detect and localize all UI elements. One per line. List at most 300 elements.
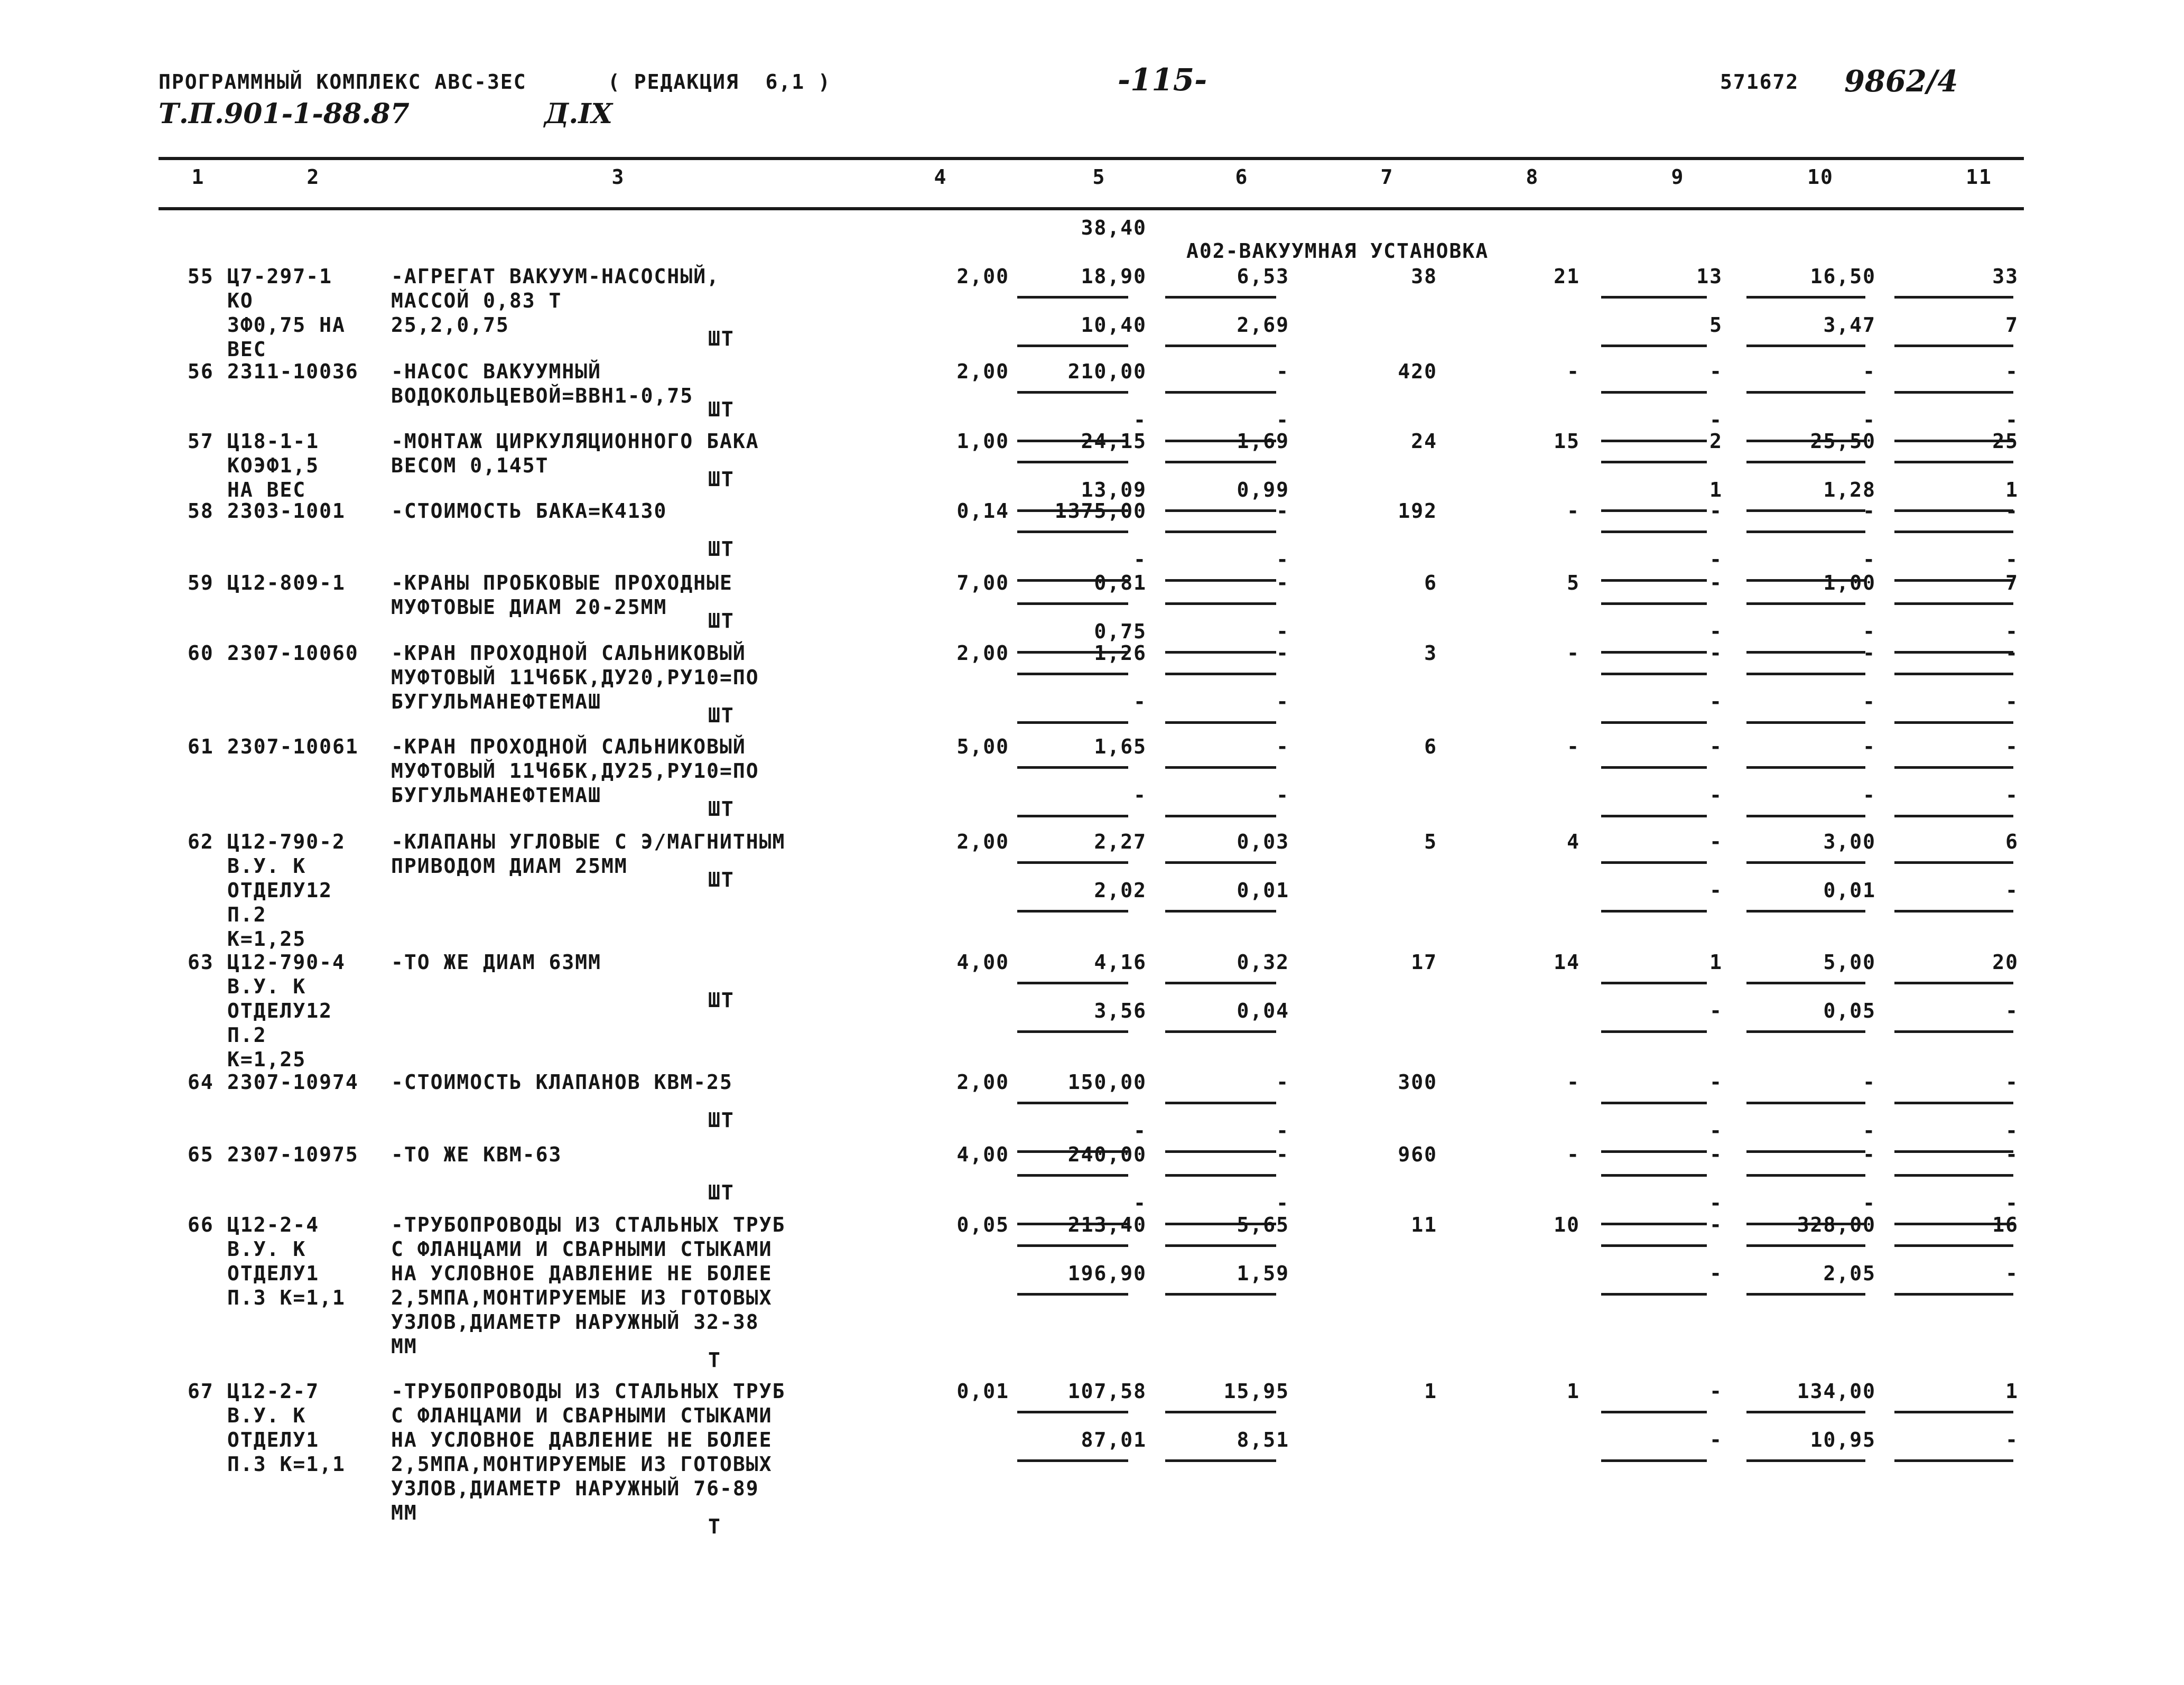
value-c7: 960 <box>1398 1143 1437 1166</box>
norm-code-line: НА ВЕС <box>227 478 306 501</box>
column-header-9: 9 <box>1671 165 1685 189</box>
description-line: 2,5МПА,МОНТИРУЕМЫЕ ИЗ ГОТОВЫХ <box>391 1286 773 1309</box>
value-rule <box>1017 1102 1128 1104</box>
value-c8: - <box>1567 1143 1580 1166</box>
value-c10a: 1,00 <box>1823 571 1876 594</box>
unit-label: ШТ <box>708 704 735 727</box>
norm-code-line: 3Ф0,75 НА <box>227 313 346 337</box>
value-c8: - <box>1567 360 1580 383</box>
norm-code-line: 2303-1001 <box>227 499 346 523</box>
norm-code-line: К=1,25 <box>227 1048 306 1071</box>
value-c5b: - <box>1133 1119 1147 1142</box>
value-c5b: - <box>1133 690 1147 713</box>
value-c8: - <box>1567 735 1580 758</box>
value-c9a: - <box>1709 1070 1723 1094</box>
value-c6a: - <box>1276 735 1289 758</box>
value-c6a: 15,95 <box>1223 1380 1289 1403</box>
value-rule <box>1746 815 1865 817</box>
value-c8: - <box>1567 641 1580 665</box>
edition-label: ( РЕДАКЦИЯ 6,1 ) <box>608 70 831 94</box>
description-line: -КРАНЫ ПРОБКОВЫЕ ПРОХОДНЫЕ <box>391 571 733 594</box>
value-c9a: 13 <box>1696 265 1723 288</box>
value-rule <box>1894 1102 2013 1104</box>
norm-code-line: П.3 К=1,1 <box>227 1453 346 1476</box>
value-c9a: - <box>1709 641 1723 665</box>
row-number: 63 <box>188 951 214 974</box>
description-line: НА УСЛОВНОЕ ДАВЛЕНИЕ НЕ БОЛЕЕ <box>391 1428 773 1451</box>
value-qty: 2,00 <box>956 830 1009 853</box>
row-number: 58 <box>188 499 214 523</box>
value-rule <box>1017 861 1128 864</box>
norm-code-line: КО <box>227 289 254 312</box>
norm-code-line: К=1,25 <box>227 927 306 951</box>
value-qty: 4,00 <box>956 951 1009 974</box>
value-c9a: - <box>1709 360 1723 383</box>
description-line: УЗЛОВ,ДИАМЕТР НАРУЖНЫЙ 32-38 <box>391 1310 759 1334</box>
value-c6a: - <box>1276 571 1289 594</box>
description-line: 2,5МПА,МОНТИРУЕМЫЕ ИЗ ГОТОВЫХ <box>391 1453 773 1476</box>
value-rule <box>1601 673 1707 675</box>
project-reference: Т.П.901-1-88.87 <box>159 98 410 130</box>
value-c5a: 2,27 <box>1094 830 1147 853</box>
value-c5a: 1375,00 <box>1054 499 1147 523</box>
value-c9a: - <box>1709 499 1723 523</box>
value-rule <box>1165 861 1276 864</box>
value-c9b: - <box>1709 784 1723 807</box>
value-rule <box>1601 1102 1707 1104</box>
value-c11b: - <box>2005 408 2019 432</box>
value-c7: 24 <box>1411 430 1437 453</box>
value-c8: 10 <box>1554 1213 1580 1236</box>
value-c5b: - <box>1133 548 1147 571</box>
value-c10a: - <box>1863 641 1876 665</box>
value-c10a: 16,50 <box>1810 265 1876 288</box>
value-c8: 21 <box>1554 265 1580 288</box>
value-rule <box>1601 1293 1707 1296</box>
value-c9b: - <box>1709 1119 1723 1142</box>
value-rule <box>1165 1293 1276 1296</box>
value-c10a: - <box>1863 360 1876 383</box>
value-rule <box>1601 1244 1707 1247</box>
value-c8: 15 <box>1554 430 1580 453</box>
value-rule <box>1017 1293 1128 1296</box>
value-rule <box>1017 345 1128 347</box>
value-c10b: 3,47 <box>1823 313 1876 337</box>
value-c6b: - <box>1276 1119 1289 1142</box>
value-c9a: - <box>1709 735 1723 758</box>
value-c6b: 2,69 <box>1237 313 1289 337</box>
value-c6b: 0,99 <box>1237 478 1289 501</box>
value-c6a: - <box>1276 499 1289 523</box>
value-rule <box>1894 910 2013 913</box>
value-rule <box>1894 861 2013 864</box>
value-rule <box>1165 296 1276 299</box>
value-c6a: 0,03 <box>1237 830 1289 853</box>
value-c5b: 3,56 <box>1094 999 1147 1022</box>
value-c11a: - <box>2005 1143 2019 1166</box>
norm-code-line: КОЭФ1,5 <box>227 454 320 477</box>
value-c5b: - <box>1133 1191 1147 1215</box>
value-qty: 0,05 <box>956 1213 1009 1236</box>
value-rule <box>1165 766 1276 769</box>
value-c9b: - <box>1709 999 1723 1022</box>
value-rule <box>1894 766 2013 769</box>
value-rule <box>1017 602 1128 605</box>
value-rule <box>1165 1174 1276 1177</box>
description-line: -КРАН ПРОХОДНОЙ САЛЬНИКОВЫЙ <box>391 641 746 665</box>
value-rule <box>1746 673 1865 675</box>
value-c10b: - <box>1863 690 1876 713</box>
unit-label: ШТ <box>708 537 735 561</box>
value-c6b: - <box>1276 408 1289 432</box>
header-rule-bottom <box>159 207 2024 210</box>
norm-code-line: 2311-10036 <box>227 360 359 383</box>
description-line: -ТО ЖЕ ДИАМ 63ММ <box>391 951 602 974</box>
value-rule <box>1017 982 1128 984</box>
norm-code-line: ВЕС <box>227 338 267 361</box>
description-line: МУФТОВЫЙ 11Ч6БК,ДУ20,РУ10=ПО <box>391 666 759 689</box>
value-rule <box>1017 673 1128 675</box>
norm-code-line: Ц18-1-1 <box>227 430 320 453</box>
value-c7: 420 <box>1398 360 1437 383</box>
value-qty: 2,00 <box>956 360 1009 383</box>
value-rule <box>1601 345 1707 347</box>
description-line: -ТРУБОПРОВОДЫ ИЗ СТАЛЬНЫХ ТРУБ <box>391 1213 786 1236</box>
value-rule <box>1165 1030 1276 1033</box>
value-rule <box>1894 345 2013 347</box>
row-number: 59 <box>188 571 214 594</box>
value-rule <box>1165 982 1276 984</box>
norm-code-line: 2307-10975 <box>227 1143 359 1166</box>
description-line: -КРАН ПРОХОДНОЙ САЛЬНИКОВЫЙ <box>391 735 746 758</box>
value-c9b: - <box>1709 690 1723 713</box>
unit-label: ШТ <box>708 468 735 491</box>
value-rule <box>1746 296 1865 299</box>
value-c11b: - <box>2005 620 2019 643</box>
value-rule <box>1894 1244 2013 1247</box>
unit-label: Т <box>708 1515 721 1538</box>
value-c6a: 0,32 <box>1237 951 1289 974</box>
norm-code-line: В.У. К <box>227 1404 306 1427</box>
value-c10a: 25,50 <box>1810 430 1876 453</box>
value-rule <box>1165 391 1276 394</box>
value-rule <box>1746 861 1865 864</box>
value-c10b: 0,05 <box>1823 999 1876 1022</box>
norm-code-line: Ц12-790-4 <box>227 951 346 974</box>
value-c9b: - <box>1709 1262 1723 1285</box>
description-line: ВЕСОМ 0,145Т <box>391 454 549 477</box>
row-number: 62 <box>188 830 214 853</box>
value-rule <box>1601 721 1707 724</box>
row-number: 61 <box>188 735 214 758</box>
value-c11a: 33 <box>1992 265 2019 288</box>
value-rule <box>1601 1030 1707 1033</box>
value-c9a: 1 <box>1709 951 1723 974</box>
value-rule <box>1165 815 1276 817</box>
value-c11a: 6 <box>2005 830 2019 853</box>
value-c6b: - <box>1276 690 1289 713</box>
album-reference: Д.IX <box>544 98 613 130</box>
value-rule <box>1894 1030 2013 1033</box>
value-rule <box>1894 461 2013 463</box>
value-rule <box>1165 1244 1276 1247</box>
norm-code-line: Ц7-297-1 <box>227 265 333 288</box>
description-line: -АГРЕГАТ ВАКУУМ-НАСОСНЫЙ, <box>391 265 720 288</box>
value-rule <box>1165 461 1276 463</box>
value-c8: 5 <box>1567 571 1580 594</box>
row-number: 67 <box>188 1380 214 1403</box>
value-c5b: 10,40 <box>1081 313 1147 337</box>
value-rule <box>1746 530 1865 533</box>
value-qty: 4,00 <box>956 1143 1009 1166</box>
value-rule <box>1746 602 1865 605</box>
value-c7: 5 <box>1424 830 1437 853</box>
value-c9b: 5 <box>1709 313 1723 337</box>
value-c7: 17 <box>1411 951 1437 974</box>
value-c9a: - <box>1709 830 1723 853</box>
value-c11a: - <box>2005 641 2019 665</box>
value-c9a: - <box>1709 1143 1723 1166</box>
value-rule <box>1601 391 1707 394</box>
value-c6b: - <box>1276 620 1289 643</box>
value-rule <box>1894 721 2013 724</box>
unit-label: ШТ <box>708 398 735 421</box>
value-rule <box>1746 1030 1865 1033</box>
norm-code-line: ОТДЕЛУ12 <box>227 999 333 1022</box>
value-rule <box>1017 530 1128 533</box>
column-header-5: 5 <box>1092 165 1106 189</box>
value-rule <box>1746 982 1865 984</box>
value-c5b: 13,09 <box>1081 478 1147 501</box>
description-line: МУФТОВЫЙ 11Ч6БК,ДУ25,РУ10=ПО <box>391 759 759 783</box>
column-header-2: 2 <box>306 165 320 189</box>
value-c6b: - <box>1276 548 1289 571</box>
value-c6b: 0,04 <box>1237 999 1289 1022</box>
description-line: БУГУЛЬМАНЕФТЕМАШ <box>391 690 602 713</box>
value-c6a: - <box>1276 360 1289 383</box>
value-rule <box>1894 530 2013 533</box>
value-c6b: - <box>1276 1191 1289 1215</box>
value-rule <box>1746 391 1865 394</box>
value-c6b: - <box>1276 784 1289 807</box>
value-c5a: 240,00 <box>1067 1143 1147 1166</box>
value-c5b: 196,90 <box>1067 1262 1147 1285</box>
column-header-10: 10 <box>1807 165 1834 189</box>
column-header-7: 7 <box>1380 165 1394 189</box>
description-line: -КЛАПАНЫ УГЛОВЫЕ С Э/МАГНИТНЫМ <box>391 830 786 853</box>
unit-label: ШТ <box>708 609 735 632</box>
column-header-3: 3 <box>611 165 625 189</box>
value-rule <box>1746 1244 1865 1247</box>
value-c11b: - <box>2005 999 2019 1022</box>
value-c11b: - <box>2005 1119 2019 1142</box>
value-c6a: 5,65 <box>1237 1213 1289 1236</box>
handwritten-number: 9862/4 <box>1844 64 1958 99</box>
row-number: 65 <box>188 1143 214 1166</box>
norm-code-line: В.У. К <box>227 1237 306 1261</box>
unit-label: ШТ <box>708 1109 735 1132</box>
value-c7: 300 <box>1398 1070 1437 1094</box>
row-number: 64 <box>188 1070 214 1094</box>
row-number: 60 <box>188 641 214 665</box>
value-c11b: - <box>2005 1428 2019 1451</box>
column-header-6: 6 <box>1235 165 1249 189</box>
norm-code-line: В.У. К <box>227 975 306 998</box>
value-c5b: - <box>1133 408 1147 432</box>
value-c11b: 1 <box>2005 478 2019 501</box>
document-code: 571672 <box>1720 70 1799 94</box>
value-rule <box>1017 1244 1128 1247</box>
value-rule <box>1601 1459 1707 1462</box>
description-line: МАССОЙ 0,83 Т <box>391 289 562 312</box>
description-line: -МОНТАЖ ЦИРКУЛЯЦИОННОГО БАКА <box>391 430 759 453</box>
value-qty: 2,00 <box>956 641 1009 665</box>
value-c6a: 1,69 <box>1237 430 1289 453</box>
value-c11a: 1 <box>2005 1380 2019 1403</box>
value-c11b: - <box>2005 690 2019 713</box>
value-qty: 0,01 <box>956 1380 1009 1403</box>
page-number: -115- <box>1118 62 1207 98</box>
value-c11b: - <box>2005 548 2019 571</box>
description-line: ПРИВОДОМ ДИАМ 25ММ <box>391 854 628 878</box>
norm-code-line: В.У. К <box>227 854 306 878</box>
value-rule <box>1017 1459 1128 1462</box>
value-rule <box>1601 982 1707 984</box>
value-c6a: - <box>1276 1143 1289 1166</box>
value-c6a: 6,53 <box>1237 265 1289 288</box>
value-c10b: 2,05 <box>1823 1262 1876 1285</box>
value-rule <box>1894 1174 2013 1177</box>
column-header-11: 11 <box>1966 165 1992 189</box>
value-rule <box>1017 296 1128 299</box>
value-c6a: - <box>1276 641 1289 665</box>
value-qty: 7,00 <box>956 571 1009 594</box>
value-rule <box>1165 602 1276 605</box>
description-line: -НАСОС ВАКУУМНЫЙ <box>391 360 602 383</box>
value-c9a: - <box>1709 571 1723 594</box>
norm-code-line: Ц12-2-7 <box>227 1380 320 1403</box>
unit-label: ШТ <box>708 1181 735 1204</box>
value-rule <box>1017 391 1128 394</box>
value-rule <box>1017 721 1128 724</box>
value-qty: 1,00 <box>956 430 1009 453</box>
value-c10b: - <box>1863 408 1876 432</box>
value-c5b: 0,75 <box>1094 620 1147 643</box>
value-rule <box>1746 1293 1865 1296</box>
value-c5b: 2,02 <box>1094 879 1147 902</box>
value-rule <box>1601 815 1707 817</box>
value-rule <box>1601 602 1707 605</box>
norm-code-line: Ц12-790-2 <box>227 830 346 853</box>
description-line: 25,2,0,75 <box>391 313 509 337</box>
value-c11b: - <box>2005 879 2019 902</box>
value-c11a: 20 <box>1992 951 2019 974</box>
norm-code-line: 2307-10061 <box>227 735 359 758</box>
unit-label: Т <box>708 1348 721 1372</box>
value-c8: - <box>1567 499 1580 523</box>
column-header-1: 1 <box>191 165 205 189</box>
value-rule <box>1165 673 1276 675</box>
value-rule <box>1165 1411 1276 1413</box>
description-line: С ФЛАНЦАМИ И СВАРНЫМИ СТЫКАМИ <box>391 1404 773 1427</box>
norm-code-line: П.3 К=1,1 <box>227 1286 346 1309</box>
value-c9b: - <box>1709 1428 1723 1451</box>
value-c10a: 5,00 <box>1823 951 1876 974</box>
column-header-4: 4 <box>934 165 947 189</box>
value-c10a: 3,00 <box>1823 830 1876 853</box>
value-rule <box>1017 1030 1128 1033</box>
value-rule <box>1746 766 1865 769</box>
value-c9b: 1 <box>1709 478 1723 501</box>
value-rule <box>1017 815 1128 817</box>
value-c7: 1 <box>1424 1380 1437 1403</box>
value-qty: 5,00 <box>956 735 1009 758</box>
value-rule <box>1017 1411 1128 1413</box>
unit-label: ШТ <box>708 327 735 350</box>
value-c10a: - <box>1863 499 1876 523</box>
column-header-8: 8 <box>1526 165 1539 189</box>
value-c9b: - <box>1709 1191 1723 1215</box>
value-rule <box>1746 1411 1865 1413</box>
value-c11a: - <box>2005 360 2019 383</box>
value-c10b: - <box>1863 548 1876 571</box>
value-c11a: - <box>2005 1070 2019 1094</box>
value-c11a: - <box>2005 735 2019 758</box>
value-rule <box>1601 296 1707 299</box>
value-rule <box>1894 982 2013 984</box>
description-line: БУГУЛЬМАНЕФТЕМАШ <box>391 784 602 807</box>
value-rule <box>1746 345 1865 347</box>
value-c7: 3 <box>1424 641 1437 665</box>
value-qty: 2,00 <box>956 265 1009 288</box>
value-c5b: - <box>1133 784 1147 807</box>
row-number: 55 <box>188 265 214 288</box>
norm-code-line: ОТДЕЛУ1 <box>227 1428 320 1451</box>
value-rule <box>1601 861 1707 864</box>
value-qty: 2,00 <box>956 1070 1009 1094</box>
value-c7: 192 <box>1398 499 1437 523</box>
value-c10b: 1,28 <box>1823 478 1876 501</box>
value-rule <box>1165 345 1276 347</box>
value-rule <box>1746 1459 1865 1462</box>
value-c10a: - <box>1863 735 1876 758</box>
value-rule <box>1165 1102 1276 1104</box>
value-c11b: - <box>2005 1262 2019 1285</box>
value-c5a: 107,58 <box>1067 1380 1147 1403</box>
value-c11b: 7 <box>2005 313 2019 337</box>
value-rule <box>1165 530 1276 533</box>
norm-code-line: П.2 <box>227 1023 267 1047</box>
value-rule <box>1894 673 2013 675</box>
value-rule <box>1017 766 1128 769</box>
value-rule <box>1165 1459 1276 1462</box>
description-line: МУФТОВЫЕ ДИАМ 20-25ММ <box>391 595 667 619</box>
value-c5a: 0,81 <box>1094 571 1147 594</box>
value-c10b: - <box>1863 1119 1876 1142</box>
norm-code-line: Ц12-2-4 <box>227 1213 320 1236</box>
value-rule <box>1601 910 1707 913</box>
value-rule <box>1894 296 2013 299</box>
value-c9b: - <box>1709 408 1723 432</box>
unit-label: ШТ <box>708 797 735 821</box>
description-line: НА УСЛОВНОЕ ДАВЛЕНИЕ НЕ БОЛЕЕ <box>391 1262 773 1285</box>
value-c7: 11 <box>1411 1213 1437 1236</box>
value-rule <box>1746 910 1865 913</box>
value-c8: 14 <box>1554 951 1580 974</box>
unit-label: ШТ <box>708 868 735 891</box>
value-c6b: 8,51 <box>1237 1428 1289 1451</box>
value-rule <box>1017 910 1128 913</box>
